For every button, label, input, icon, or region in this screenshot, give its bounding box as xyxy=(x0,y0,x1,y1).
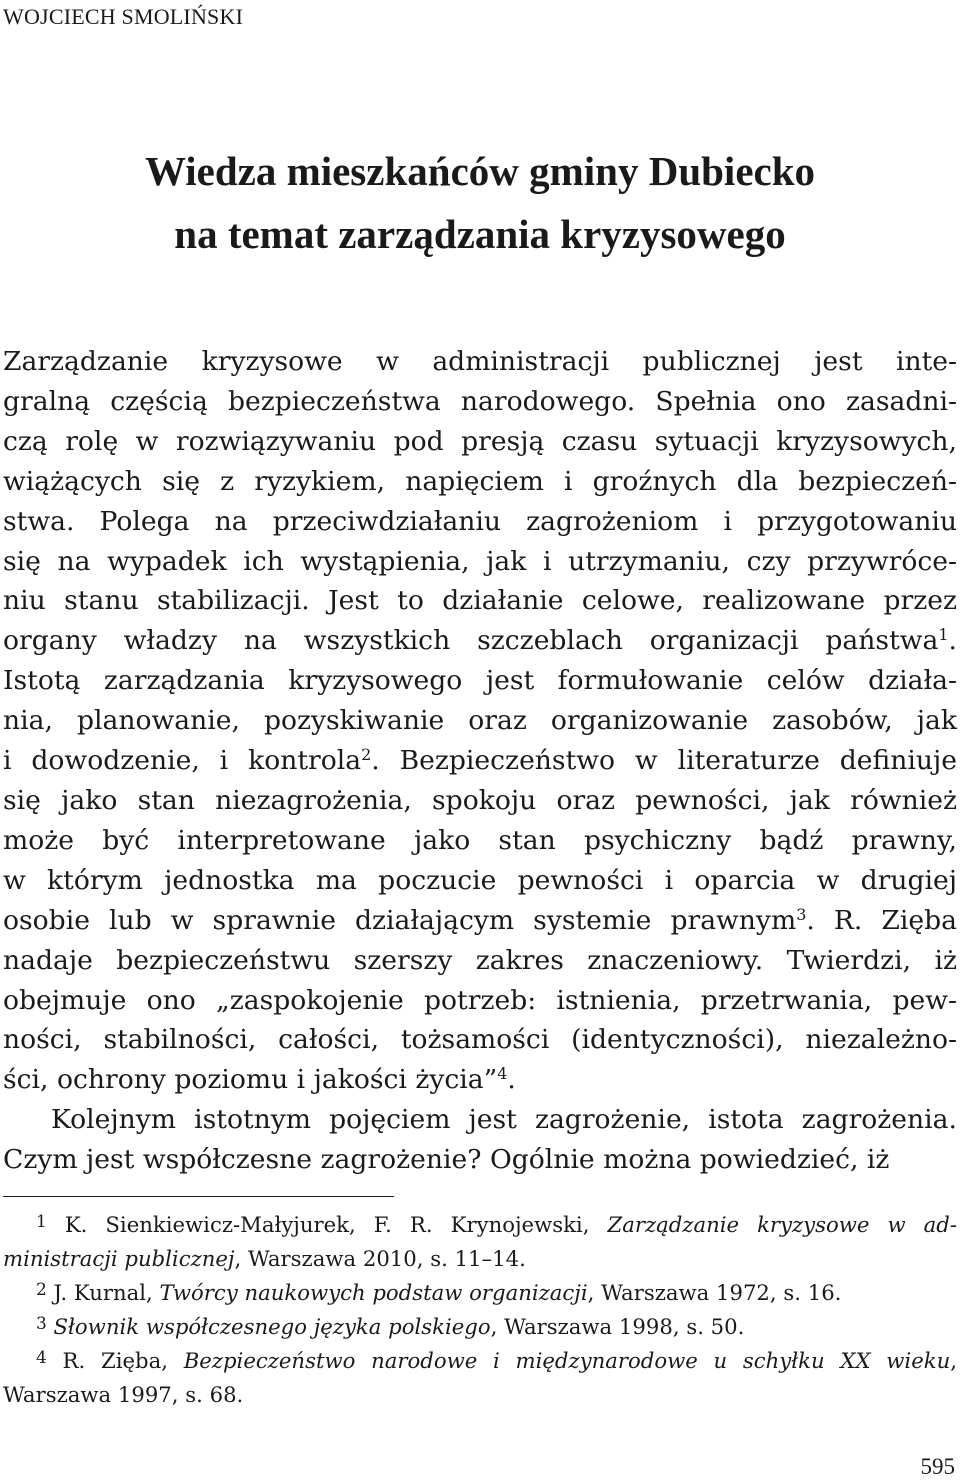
footnote-title: Zarządzanie kryzysowe w ad- xyxy=(607,1212,957,1237)
body-line xyxy=(3,621,957,661)
footnote-4 xyxy=(3,1344,957,1378)
footnote-title: ministracji publicznej xyxy=(3,1246,235,1271)
footnote-text: R. Zięba, xyxy=(62,1348,184,1373)
body-text-run: nia, planowanie, pozyskiwanie oraz organizowanie zasobów, jak xyxy=(3,705,957,737)
footnote-title: Bezpieczeństwo narodowe i międzynarodowe u schyłku XX wieku xyxy=(183,1348,951,1373)
body-text-run: wiążących się z ryzykiem, napięciem i groźnych dla bezpieczeń- xyxy=(3,465,957,497)
footnote-reference[interactable]: 2 xyxy=(361,745,372,765)
footnote-number: 1 xyxy=(36,1210,47,1231)
body-text-run: i dowodzenie, i kontrola xyxy=(3,745,362,777)
footnote-text: K. Sienkiewicz-Małyjurek, F. R. Krynojewski, xyxy=(64,1212,608,1237)
footnote-reference[interactable]: 1 xyxy=(938,625,949,645)
body-text-run: ści, ochrony poziomu i jakości życia” xyxy=(3,1064,498,1096)
body-text-run: stwa. Polega na przeciwdziałaniu zagrożeniom i przygotowaniu xyxy=(3,505,957,537)
body-line xyxy=(3,342,957,382)
body-text-run: się jako stan niezagrożenia, spokoju oraz pewności, jak również xyxy=(3,784,957,816)
footnote-1-cont xyxy=(3,1242,957,1276)
body-text-run: Istotą zarządzania kryzysowego jest formułowanie celów działa- xyxy=(3,665,957,697)
footnote-title: Słownik współczesnego języka polskiego xyxy=(53,1314,491,1339)
body-line xyxy=(3,1140,957,1180)
body-text-run: gralną częścią bezpieczeństwa narodowego. Spełnia ono zasadni- xyxy=(3,385,957,417)
body-line xyxy=(3,1020,957,1060)
body-text-run: . xyxy=(948,625,957,657)
body-text-run: się na wypadek ich wystąpienia, jak i utrzymaniu, czy przywróce- xyxy=(3,545,957,577)
body-line xyxy=(3,1060,957,1100)
body-text-run: . R. Zięba xyxy=(806,904,958,936)
body-text-run: niu stanu stabilizacji. Jest to działanie celowe, realizowane przez xyxy=(3,585,957,617)
body-text-run: obejmuje ono „zaspokojenie potrzeb: istnienia, przetrwania, pew- xyxy=(3,984,957,1016)
body-text-run: . Bezpieczeństwo w literaturze definiuje xyxy=(371,745,957,777)
body-line xyxy=(3,781,957,821)
body-line xyxy=(3,502,957,542)
article-title xyxy=(0,140,960,266)
body-paragraphs xyxy=(3,342,957,1180)
footnote-3 xyxy=(3,1310,957,1344)
page-number: 595 xyxy=(920,1454,955,1479)
footnote-4-cont: Warszawa 1997, s. 68. xyxy=(3,1382,244,1407)
body-text-run: Czym jest współczesne zagrożenie? Ogólnie można powiedzieć, iż xyxy=(3,1144,890,1176)
footnote-title: Twórcy naukowych podstaw organizacji xyxy=(159,1280,588,1305)
body-text-run: nadaje bezpieczeństwu szerszy zakres znaczeniowy. Twierdzi, iż xyxy=(3,944,957,976)
body-line xyxy=(3,941,957,981)
body-line xyxy=(3,741,957,781)
footnote-text: , xyxy=(950,1348,957,1373)
body-text-run: organy władzy na wszystkich szczeblach organizacji państwa xyxy=(3,625,939,657)
footnote-reference[interactable]: 3 xyxy=(796,904,807,924)
body-line xyxy=(3,861,957,901)
body-text-run: Zarządzanie kryzysowe w administracji publicznej jest inte- xyxy=(3,346,957,377)
body-text-run: osobie lub w sprawnie działającym systemie prawnym xyxy=(3,904,797,936)
body-line xyxy=(3,581,957,621)
article-title-line-2: na temat zarządzania kryzysowego xyxy=(174,211,786,257)
body-text-run: może być interpretowane jako stan psychiczny bądź prawny, xyxy=(3,824,957,856)
footnote-text: J. Kurnal, xyxy=(53,1280,160,1305)
footnote-text: , Warszawa 2010, s. 11–14. xyxy=(234,1246,526,1271)
footnotes xyxy=(3,1208,957,1412)
body-line xyxy=(3,981,957,1021)
footnote-reference[interactable]: 4 xyxy=(497,1064,508,1084)
body-text-run: . xyxy=(507,1064,516,1096)
body-line xyxy=(3,701,957,741)
article-title-line-1: Wiedza mieszkańców gminy Dubiecko xyxy=(144,148,816,194)
footnote-text: , Warszawa 1972, s. 16. xyxy=(587,1280,842,1305)
running-head-author: WOJCIECH SMOLIŃSKI xyxy=(3,4,244,29)
footnote-number: 2 xyxy=(36,1278,47,1299)
body-text-run: czą rolę w rozwiązywaniu pod presją czasu sytuacji kryzysowych, xyxy=(3,425,957,457)
body-line xyxy=(3,462,957,502)
footnote-1 xyxy=(3,1208,957,1242)
body-line xyxy=(3,382,957,422)
body-text-run: w którym jednostka ma poczucie pewności i oparcia w drugiej xyxy=(3,864,957,896)
body-text-run: Kolejnym istotnym pojęciem jest zagrożenie, istota zagrożenia. xyxy=(51,1104,957,1136)
body-line xyxy=(3,542,957,582)
footnote-separator xyxy=(3,1196,394,1197)
body-line xyxy=(3,901,957,941)
footnote-number: 3 xyxy=(36,1312,47,1333)
body-line xyxy=(3,821,957,861)
body-line xyxy=(3,661,957,701)
body-text-run: ności, stabilności, całości, tożsamości (identyczności), niezależno- xyxy=(3,1024,957,1056)
body-line xyxy=(3,422,957,462)
footnote-number: 4 xyxy=(36,1346,47,1367)
body-line xyxy=(3,1100,957,1140)
footnote-2 xyxy=(3,1276,957,1310)
footnote-text: , Warszawa 1998, s. 50. xyxy=(490,1314,745,1339)
